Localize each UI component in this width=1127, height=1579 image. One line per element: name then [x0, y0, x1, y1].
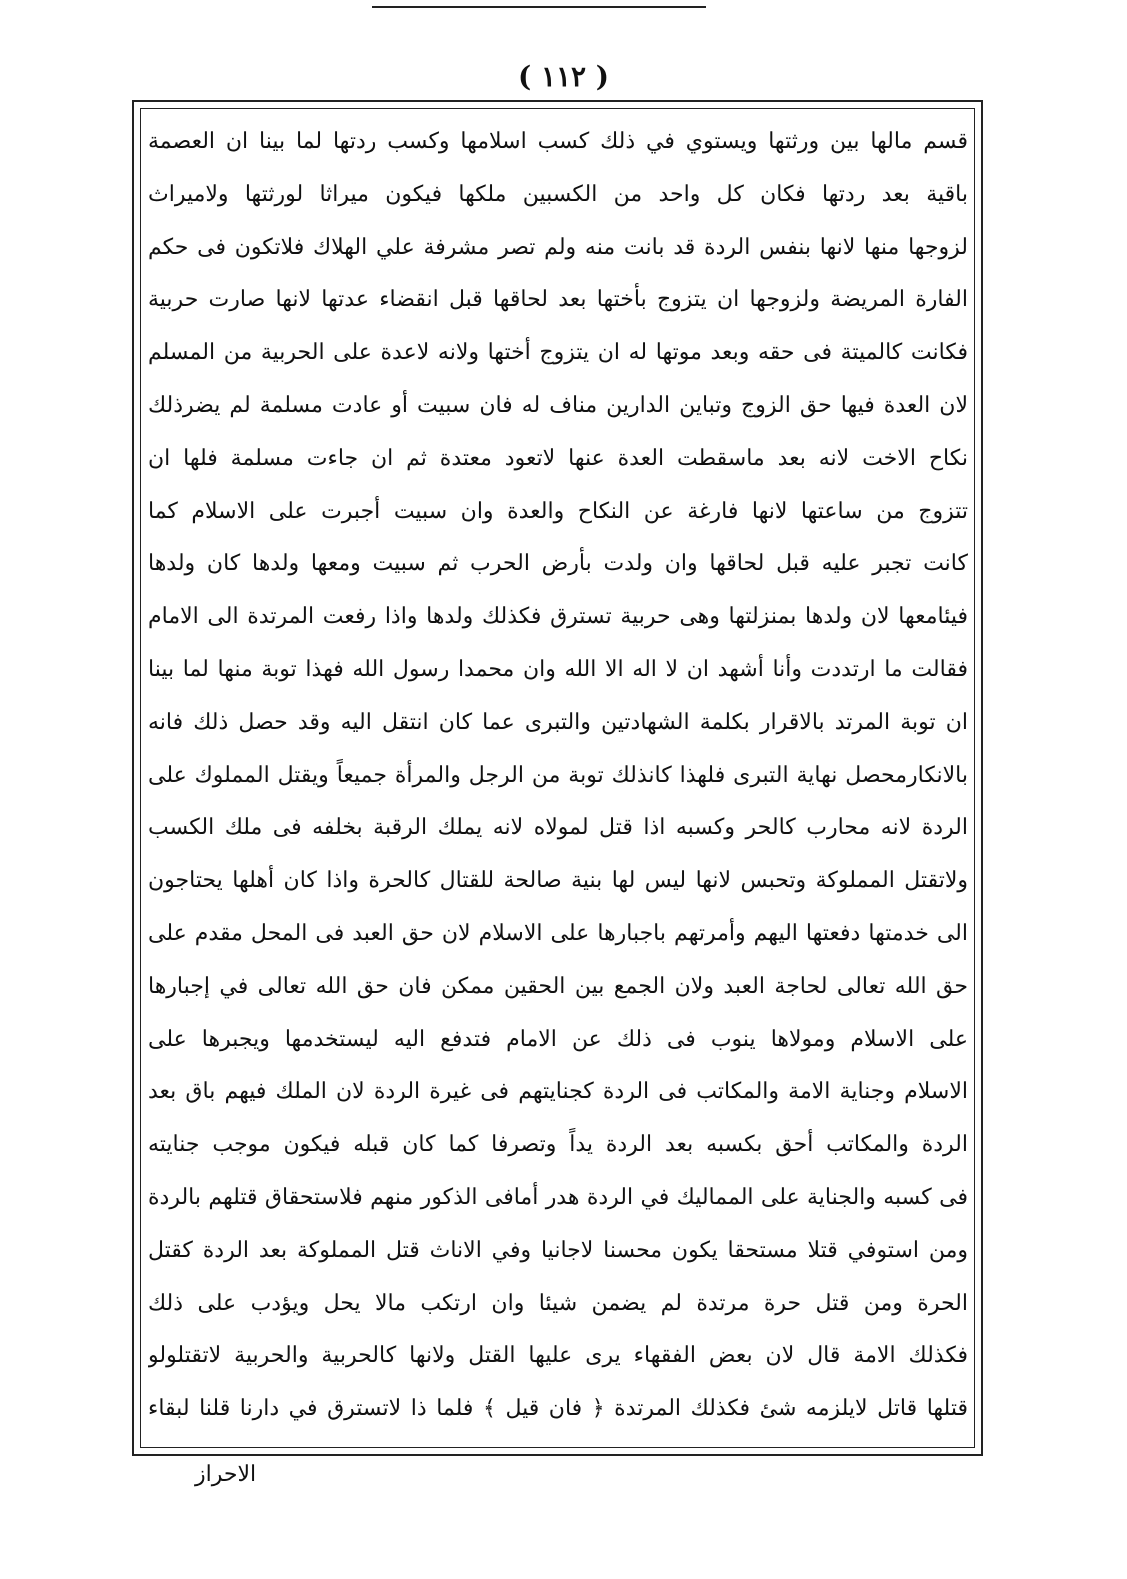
catchword: الاحراز — [195, 1462, 257, 1487]
text-line: لان العدة فيها حق الزوج وتباين الدارين مناف له فان سبيت أو عادت مسلمة لم يضرذلك — [148, 392, 968, 418]
text-line: على الاسلام ومولاها ينوب فى ذلك عن الامام فتدفع اليه ليستخدمها ويجبرها على — [148, 1026, 968, 1052]
text-line: فكانت كالميتة فى حقه وبعد موتها له ان يتزوج أختها ولانه لاعدة على الحربية من المسلم — [148, 340, 968, 366]
text-line: نكاح الاخت لانه بعد ماسقطت العدة عنها لاتعود معتدة ثم ان جاءت مسلمة فلها ان — [148, 445, 968, 471]
text-line: تتزوج من ساعتها لانها فارغة عن النكاح والعدة وان سبيت أجبرت على الاسلام كما — [148, 498, 968, 524]
top-rule — [372, 6, 706, 8]
text-line: قسم مالها بين ورثتها ويستوي في ذلك كسب اسلامها وكسب ردتها لما بينا ان العصمة — [148, 129, 968, 154]
text-line: لزوجها منها لانها بنفس الردة قد بانت منه ولم تصر مشرفة علي الهلاك فلاتكون فى حكم — [148, 234, 968, 260]
text-line: الى خدمتها دفعتها اليهم وأمرتهم باجبارها على الاسلام لان حق العبد فى المحل مقدم على — [148, 920, 968, 946]
text-line: فقالت ما ارتددت وأنا أشهد ان لا اله الا الله وان محمدا رسول الله فهذا توبة منها لما بينا — [148, 656, 968, 682]
text-line: فى كسبه والجناية على المماليك في الردة هدر أمافى الذكور منهم فلاستحقاق قتلهم بالردة — [148, 1184, 968, 1210]
text-line: الحرة ومن قتل حرة مرتدة لم يضمن شيئا وان ارتكب مالا يحل ويؤدب على ذلك — [148, 1290, 968, 1316]
text-line: فكذلك الامة قال لان بعض الفقهاء يرى عليها القتل ولانها كالحربية والحربية لاتقتلولو — [148, 1343, 968, 1369]
text-line: حق الله تعالى لحاجة العبد ولان الجمع بين الحقين ممكن فان حق الله تعالى في إجبارها — [148, 973, 968, 999]
text-line: كانت تجبر عليه قبل لحاقها وان ولدت بأرض الحرب ثم سبيت ومعها ولدها كان ولدها — [148, 551, 968, 577]
text-line: الاسلام وجناية الامة والمكاتب فى الردة كجنايتهم فى غيرة الردة لان الملك فيهم باق بعد — [148, 1079, 968, 1105]
text-line: ومن استوفي قتلا مستحقا يكون محسنا لاجانيا وفي الاناث قتل المملوكة بعد الردة كقتل — [148, 1237, 968, 1263]
text-line: ان توبة المرتد بالاقرار بكلمة الشهادتين والتبرى عما كان انتقل اليه وقد حصل ذلك فانه — [148, 709, 968, 735]
text-line: فيئامعها لان ولدها بمنزلتها وهى حربية تسترق فكذلك ولدها واذا رفعت المرتدة الى الامام — [148, 604, 968, 630]
text-line: ولاتقتل المملوكة وتحبس لانها ليس لها بنية صالحة للقتال كالحرة واذا كان أهلها يحتاجون — [148, 868, 968, 894]
page-number: ( ١١٢ ) — [517, 60, 610, 93]
text-line: بالانكارمحصل نهاية التبرى فلهذا كانذلك توبة من الرجل والمرأة جميعاً ويقتل المملوك على — [148, 762, 968, 788]
text-line: الفارة المريضة ولزوجها ان يتزوج بأختها بعد لحاقها قبل انقضاء عدتها لانها صارت حربية — [148, 287, 968, 313]
text-line: الردة لانه محارب كالحر وكسبه اذا قتل لمولاه لانه يملك الرقبة بخلفه فى ملك الكسب — [148, 815, 968, 841]
text-line: باقية بعد ردتها فكان كل واحد من الكسبين ملكها فيكون ميراثا لورثتها ولاميراث — [148, 181, 968, 207]
text-line: الردة والمكاتب أحق بكسبه بعد الردة يداً وتصرفا كما كان قبله فيكون موجب جنايته — [148, 1132, 968, 1158]
text-line: قتلها قاتل لايلزمه شئ فكذلك المرتدة ﴿ فان قيل ﴾ فلما ذا لاتسترق في دارنا قلنا لبقاء — [148, 1396, 968, 1422]
text-block — [148, 116, 968, 1436]
